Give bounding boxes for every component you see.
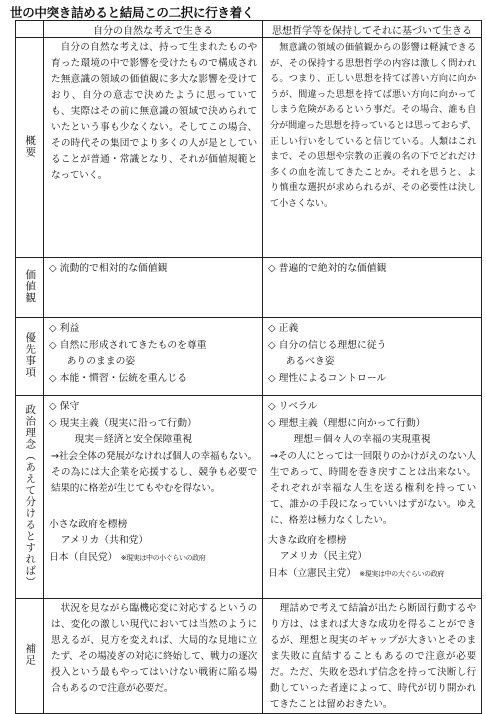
priority-right-2: ◇ 自分の信じる理想に従う bbox=[268, 339, 387, 351]
priorities-left bbox=[44, 318, 263, 396]
politics-left bbox=[44, 396, 263, 599]
row-label-values: 価値観 bbox=[16, 258, 44, 318]
japan-note-left: ※現実は中の小ぐらいの政府 bbox=[120, 553, 206, 562]
japan-note-right: ※現実は中の大ぐらいの政府 bbox=[359, 569, 444, 578]
priority-right-1: ◇ 正義 bbox=[268, 323, 299, 334]
overview-right-text: 無意識の領域の価値観からの影響は軽減できるが、その保持する思想哲学の内容は激しく問われる。つまり、正しい思想を持てば善い方向に向かうが、間違った思想を持てば悪い方向に向かってしまう危険があるという事だ。その場合、誰も自分が間違った思想を持っているとは思っておらず、正しい行いをしていると信じている。人類はこれまで、その思想や宗教の正義の名の下でどれだけ多くの血を流してきたことか。それを思うと、より慎重な選択が求められるが、その必要性は決して小さくない。 bbox=[270, 42, 476, 209]
priority-left-1: ◇ 利益 bbox=[49, 323, 80, 334]
supplement-right bbox=[263, 599, 482, 714]
overview-left-text: 自分の自然な考えは、持って生まれたものや育った環境の中で影響を受けたもので構成された無意識の領域の価値観に多大な影響を受けており、自分の意志で決めたように思っていても、実際はその前に無意識の領域で決められていたという事も少なくない。そしてこの場合、その時代その集団でより多くの人が是としていることが普通・常識となり、それが価値規範となっていく。 bbox=[51, 42, 257, 181]
big-government: 大きな政府を標榜 bbox=[268, 534, 347, 546]
usa-party-right: アメリカ（民主党） bbox=[279, 551, 368, 562]
values-left-text: ◇ 流動的で相対的な価値観 bbox=[49, 263, 168, 274]
japan-party-left: 日本（自民党） bbox=[49, 551, 118, 563]
values-right bbox=[263, 258, 482, 318]
row-label-priorities: 優先事項 bbox=[16, 318, 44, 396]
politics-left-line-1: ◇ 保守 bbox=[49, 401, 80, 412]
supplement-left-text: 状況を見ながら臨機応変に対応するというのは、変化の激しい現代においては当然のように思えるが、見方を変えれば、大局的な見地に立たず、その場凌ぎの対応に終始して、戦力の逐次投入という最もやってはいけない戦術に陥る場合もあるので注意が必要だ。 bbox=[51, 603, 257, 694]
page-title: 世の中突き詰めると結局この二択に行き着く bbox=[10, 5, 255, 20]
comparison-table bbox=[15, 20, 482, 714]
small-government: 小さな政府を標榜 bbox=[49, 518, 128, 530]
priority-left-3: ありのままの姿 bbox=[66, 356, 136, 367]
usa-party-left: アメリカ（共和党） bbox=[60, 535, 149, 546]
politics-left-line-2: ◇ 現実主義（現実に沿って行動） bbox=[49, 417, 197, 429]
politics-right-line-1: ◇ リベラル bbox=[268, 401, 318, 412]
supplement-left bbox=[44, 599, 263, 714]
politics-right-line-2: ◇ 理想主義（理想に向かって行動） bbox=[268, 417, 426, 429]
values-right-text: ◇ 普遍的で絶対的な価値観 bbox=[268, 263, 387, 274]
priority-left-2: ◇ 自然に形成されてきたものを尊重 bbox=[49, 339, 207, 351]
header-right: 思想哲学等を保持してそれに基づいて生きる bbox=[263, 21, 482, 38]
supplement-right-text: 理詰めで考えて結論が出たら断固行動するやり方は、はまれば大きな成功を得ることができるが、理想と現実のギャップが大きいとそのまま失敗に直結することもあるので注意が必要だ。ただ、失敗を恐れず信念を持って決断し行動していった者達によって、時代が切り開かれてきたことは留めおきたい。 bbox=[270, 603, 476, 710]
priority-left-4: ◇ 本能・慣習・伝統を重んじる bbox=[49, 372, 188, 384]
row-label-overview: 概要 bbox=[16, 38, 44, 258]
politics-left-line-3: 現実＝経済と安全保障重視 bbox=[74, 434, 193, 445]
row-label-politics: 政治理念（あえて分けるとすれば） bbox=[16, 396, 44, 599]
priority-right-3: あるべき姿 bbox=[285, 356, 335, 367]
politics-right bbox=[263, 396, 482, 599]
header-left: 自分の自然な考えで生きる bbox=[44, 21, 263, 38]
values-left bbox=[44, 258, 263, 318]
japan-party-right: 日本（立憲民主党） bbox=[268, 567, 357, 579]
corner-cell bbox=[16, 21, 44, 38]
politics-right-line-3: 理想＝個々人の幸福の実現重視 bbox=[293, 434, 431, 445]
politics-left-para: →社会全体の発展がなければ個人の幸福もない。その為には大企業を応援するし、競争も必要で結果的に格差が生じてもやむを得ない。 bbox=[51, 450, 257, 494]
politics-right-para: →その人にとっては一回限りのかけがえのない人生であって、時間を巻き戻すことは出来ない。それぞれが幸福な人生を送る権利を持っていて、誰かの手段になっていいはずがない。ゆえに、格差は極力なくしたい。 bbox=[270, 450, 476, 526]
priority-right-4: ◇ 理性によるコントロール bbox=[268, 372, 387, 384]
overview-left bbox=[44, 38, 263, 258]
priorities-right bbox=[263, 318, 482, 396]
row-label-supplement: 補足 bbox=[16, 599, 44, 714]
overview-right bbox=[263, 38, 482, 258]
